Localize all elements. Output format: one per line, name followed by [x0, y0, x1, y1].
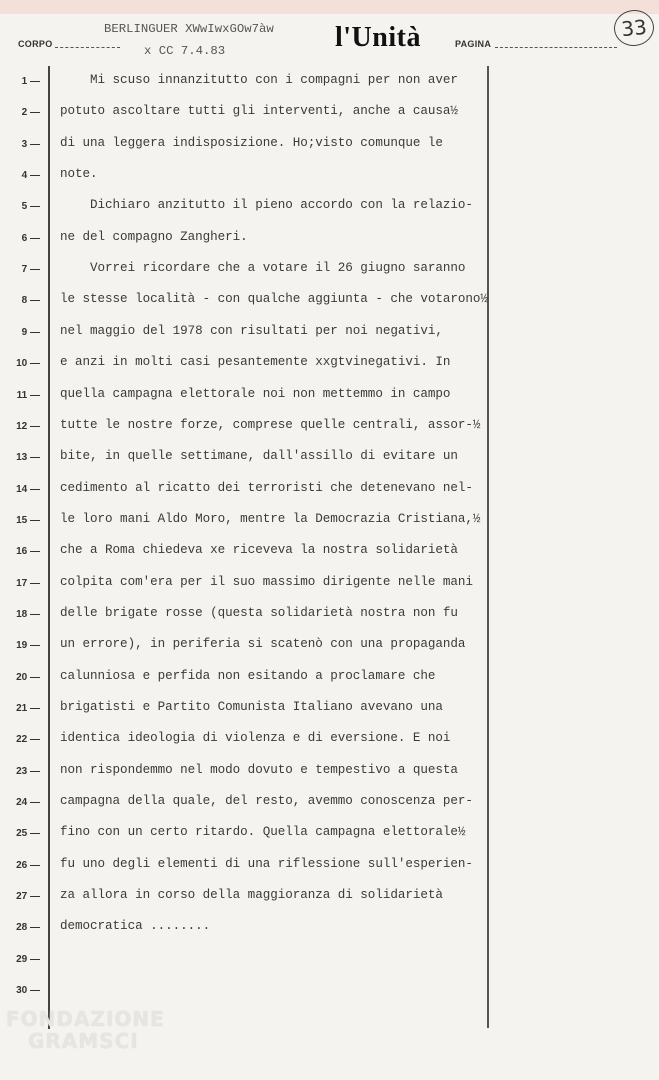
text-line: che a Roma chiedeva xe riceveva la nostra solidarietà: [60, 543, 458, 558]
text-line: tutte le nostre forze, comprese quelle centrali, assor-½: [60, 417, 481, 432]
text-line: calunniosa e perfida non esitando a proclamare che: [60, 668, 436, 683]
line-number: 16 —: [16, 546, 40, 558]
line-number: 27 —: [16, 891, 40, 903]
line-number: 3 —: [21, 138, 40, 150]
line-number: 30 —: [16, 985, 40, 997]
text-line: identica ideologia di violenza e di eversione. E noi: [60, 731, 451, 746]
line-number: 17 —: [16, 577, 40, 589]
line-number: 28 —: [16, 922, 40, 934]
line-number: 29 —: [16, 953, 40, 965]
line-number: 11 —: [16, 389, 40, 401]
text-line: e anzi in molti casi pesantemente xxgtvinegativi. In: [60, 355, 451, 370]
line-number: 15 —: [16, 514, 40, 526]
line-number: 13 —: [16, 452, 40, 464]
text-line: campagna della quale, del resto, avemmo conoscenza per-: [60, 794, 473, 809]
line-number: 14 —: [16, 483, 40, 495]
corpo-dotted-line: [55, 47, 120, 48]
text-line: Dichiaro anzitutto il pieno accordo con la relazio-: [60, 198, 473, 213]
right-margin-line: [487, 66, 489, 1028]
text-line: quella campagna elettorale noi non mettemmo in campo: [60, 386, 451, 401]
text-line: Vorrei ricordare che a votare il 26 giugno saranno: [60, 261, 466, 276]
line-number: 22 —: [16, 734, 40, 746]
text-line: za allora in corso della maggioranza di solidarietà: [60, 888, 443, 903]
page-number-circle: [612, 8, 656, 48]
page-number: 33: [620, 14, 648, 42]
text-line: note.: [60, 167, 98, 182]
pagina-dotted-line: [495, 47, 617, 48]
line-number: 18 —: [16, 608, 40, 620]
line-number: 24 —: [16, 797, 40, 809]
text-line: potuto ascoltare tutti gli interventi, anche a causa½: [60, 104, 458, 119]
text-line: brigatisti e Partito Comunista Italiano avevano una: [60, 700, 443, 714]
top-edge-strip: [0, 0, 659, 14]
text-line: democratica ........: [60, 919, 211, 934]
typed-title: BERLINGUER XWwIwxGOw7àw: [104, 22, 274, 36]
line-number: 21 —: [16, 703, 40, 714]
masthead-logo: l'Unità: [335, 22, 421, 53]
text-line: di una leggera indisposizione. Ho;visto comunque le: [60, 135, 443, 150]
line-number: 4 —: [21, 170, 40, 182]
watermark-logo: [6, 1008, 165, 1052]
text-line: cedimento al ricatto dei terroristi che detenevano nel-: [60, 480, 473, 495]
text-line: le loro mani Aldo Moro, mentre la Democrazia Cristiana,½: [60, 511, 481, 526]
watermark-line-2: GRAMSCI: [28, 1029, 139, 1053]
watermark-line-1: FONDAZIONE: [6, 1007, 165, 1031]
text-line: ne del compagno Zangheri.: [60, 229, 248, 244]
line-number: 20 —: [16, 671, 40, 683]
pagina-label: PAGINA: [455, 39, 492, 49]
text-line: bite, in quelle settimane, dall'assillo di evitare un: [60, 449, 458, 464]
text-line: fu uno degli elementi di una riflessione sull'esperien-: [60, 856, 473, 871]
text-line: delle brigate rosse (questa solidarietà nostra non fu: [60, 605, 458, 620]
text-line: non rispondemmo nel modo dovuto e tempestivo a questa: [60, 762, 458, 777]
line-number: 5 —: [21, 201, 40, 213]
line-number: 2 —: [21, 107, 40, 119]
text-line: Mi scuso innanzitutto con i compagni per non aver: [60, 73, 458, 87]
line-number: 6 —: [21, 232, 40, 244]
line-number: 10 —: [16, 358, 40, 370]
line-number: 25 —: [16, 828, 40, 840]
text-line: nel maggio del 1978 con risultati per noi negativi,: [60, 323, 443, 338]
line-number: 1 —: [21, 76, 40, 87]
line-number: 8 —: [21, 295, 40, 307]
left-margin-line: [48, 66, 50, 1029]
corpo-label: CORPO: [18, 39, 53, 49]
text-line: un errore), in periferia si scatenò con una propaganda: [60, 637, 466, 652]
line-number: 9 —: [21, 326, 40, 338]
line-number: 23 —: [16, 765, 40, 777]
text-line: le stesse località - con qualche aggiunta - che votarono½: [60, 292, 488, 307]
line-number: 26 —: [16, 859, 40, 871]
line-number: 12 —: [16, 420, 40, 432]
typed-date: x CC 7.4.83: [144, 44, 226, 58]
text-line: colpita com'era per il suo massimo dirigente nelle mani: [60, 574, 473, 589]
text-line: fino con un certo ritardo. Quella campagna elettorale½: [60, 825, 466, 840]
line-number: 19 —: [16, 640, 40, 652]
line-number: 7 —: [21, 264, 40, 276]
